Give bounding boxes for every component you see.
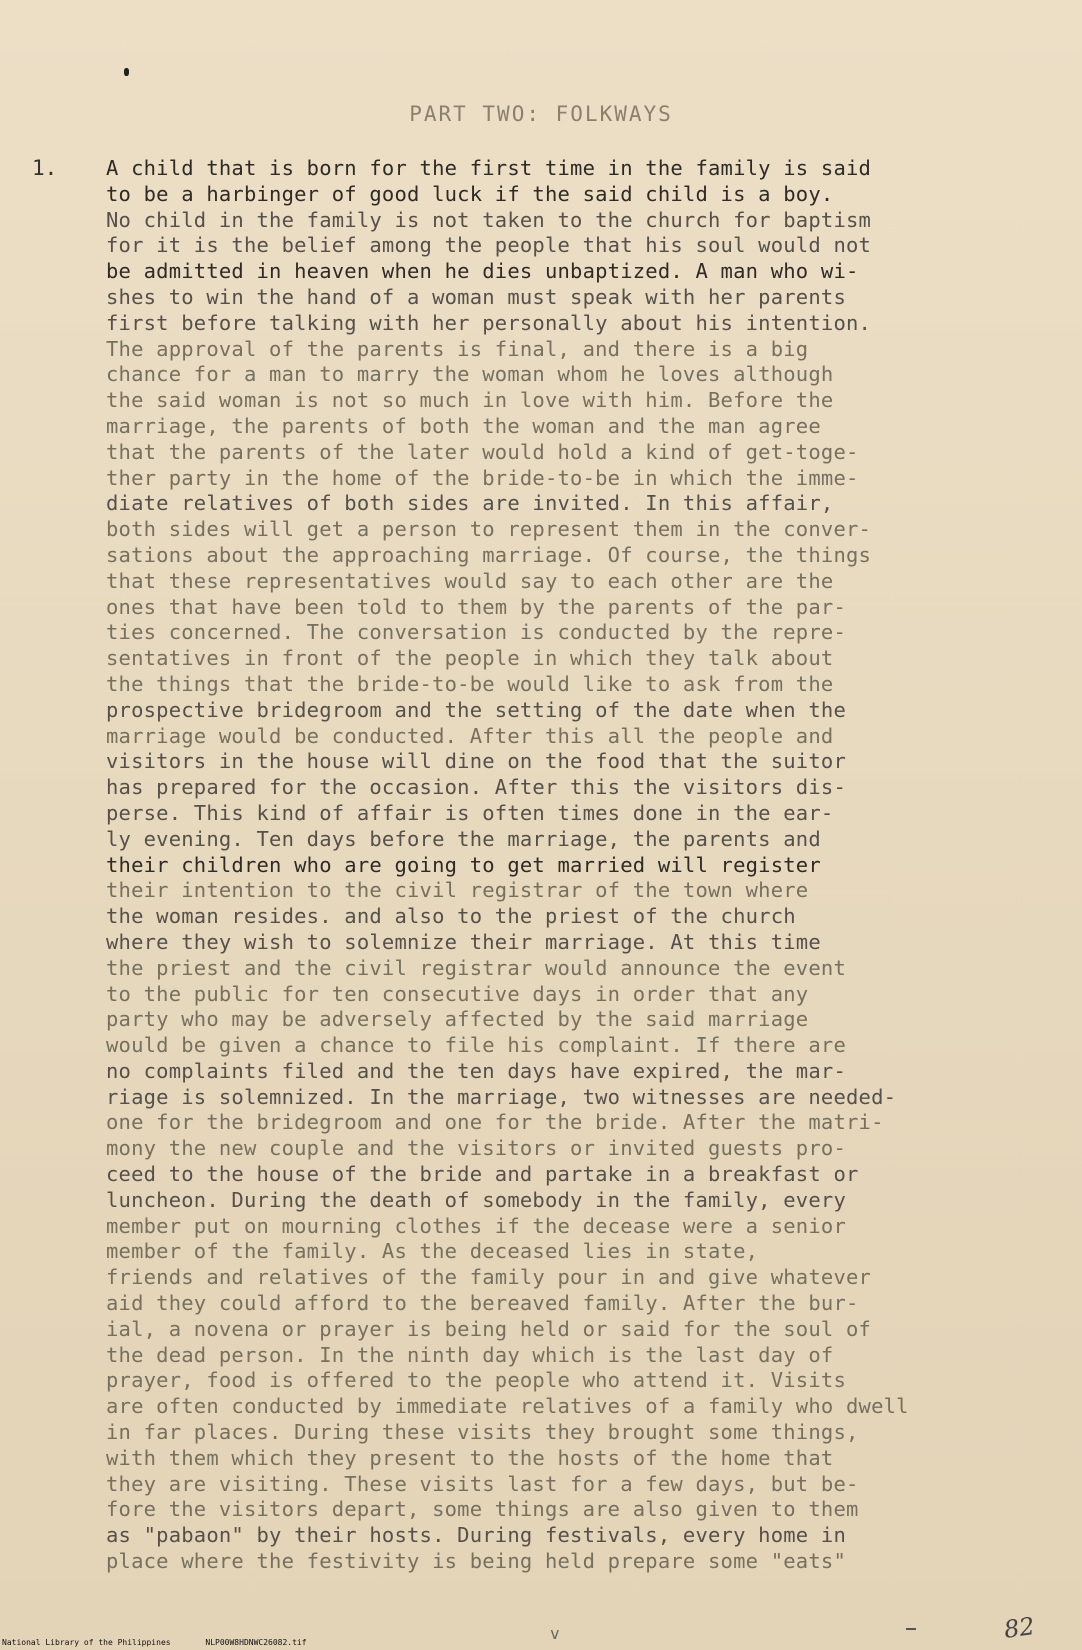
text-line: A child that is born for the first time in the family is said bbox=[106, 156, 872, 180]
text-line: the dead person. In the ninth day which is the last day of bbox=[106, 1342, 834, 1367]
text-line: no complaints filed and the ten days have expired, the mar- bbox=[106, 1058, 846, 1083]
text-line: as "pabaon" by their hosts. During festivals, every home in bbox=[106, 1523, 846, 1548]
text-line: their intention to the civil registrar of the town where bbox=[106, 878, 809, 903]
text-line: ties concerned. The conversation is conducted by the repre- bbox=[106, 620, 846, 645]
text-line: the things that the bride-to-be would like to ask from the bbox=[106, 671, 834, 696]
text-line: The approval of the parents is final, and there is a big bbox=[106, 336, 809, 361]
item-number: 1. bbox=[32, 156, 58, 180]
footer-file: NLP00W8HDNWC26082.tif bbox=[205, 1638, 307, 1647]
text-line: their children who are going to get married will register bbox=[106, 852, 821, 877]
text-line: ther party in the home of the bride-to-be in which the imme- bbox=[106, 465, 859, 490]
text-line: shes to win the hand of a woman must speak with her parents bbox=[106, 284, 846, 309]
bottom-mark: v bbox=[550, 1624, 560, 1643]
text-line: ial, a novena or prayer is being held or said for the soul of bbox=[106, 1316, 872, 1341]
text-line: party who may be adversely affected by the said marriage bbox=[106, 1007, 809, 1032]
text-line: marriage, the parents of both the woman and the man agree bbox=[106, 413, 821, 438]
page-heading: PART TWO: FOLKWAYS bbox=[409, 102, 673, 126]
text-line: to be a harbinger of good luck if the said child is a boy. bbox=[106, 181, 834, 206]
text-line: member put on mourning clothes if the decease were a senior bbox=[106, 1213, 846, 1238]
text-line: perse. This kind of affair is often times done in the ear- bbox=[106, 800, 834, 825]
text-line: they are visiting. These visits last for a few days, but be- bbox=[106, 1471, 859, 1496]
text-line: prospective bridegroom and the setting of the date when the bbox=[106, 697, 846, 722]
text-line: the said woman is not so much in love with him. Before the bbox=[106, 388, 834, 413]
text-line: are often conducted by immediate relatives of a family who dwell bbox=[106, 1394, 909, 1419]
dash-mark bbox=[906, 1628, 916, 1630]
scan-footer bbox=[2, 1638, 337, 1647]
text-line: first before talking with her personally about his intention. bbox=[106, 310, 872, 335]
text-line: to the public for ten consecutive days in order that any bbox=[106, 981, 809, 1006]
text-line: where they wish to solemnize their marriage. At this time bbox=[106, 929, 821, 954]
text-line: friends and relatives of the family pour in and give whatever bbox=[106, 1265, 872, 1290]
text-line: luncheon. During the death of somebody in the family, every bbox=[106, 1187, 846, 1212]
text-line: in far places. During these visits they brought some things, bbox=[106, 1420, 859, 1445]
text-line: place where the festivity is being held prepare some "eats" bbox=[106, 1549, 846, 1574]
text-line: member of the family. As the deceased lies in state, bbox=[106, 1239, 759, 1264]
text-line: prayer, food is offered to the people who attend it. Visits bbox=[106, 1368, 846, 1393]
text-line: has prepared for the occasion. After this the visitors dis- bbox=[106, 775, 846, 800]
text-line: chance for a man to marry the woman whom he loves although bbox=[106, 362, 834, 387]
text-line: ly evening. Ten days before the marriage, the parents and bbox=[106, 826, 821, 851]
text-line: fore the visitors depart, some things are also given to them bbox=[106, 1497, 859, 1522]
body-text bbox=[106, 156, 1066, 1575]
text-line: riage is solemnized. In the marriage, two witnesses are needed- bbox=[106, 1084, 897, 1109]
text-line: one for the bridegroom and one for the bride. After the matri- bbox=[106, 1110, 884, 1135]
text-line: ceed to the house of the bride and partake in a breakfast or bbox=[106, 1162, 859, 1187]
text-line: mony the new couple and the visitors or invited guests pro- bbox=[106, 1136, 846, 1161]
text-line: for it is the belief among the people that his soul would not bbox=[106, 233, 872, 258]
ink-mark bbox=[124, 68, 129, 76]
text-line: aid they could afford to the bereaved family. After the bur- bbox=[106, 1291, 859, 1316]
text-line: sations about the approaching marriage. Of course, the things bbox=[106, 542, 872, 567]
text-line: the woman resides. and also to the priest of the church bbox=[106, 904, 796, 929]
text-line: marriage would be conducted. After this all the people and bbox=[106, 723, 834, 748]
text-line: would be given a chance to file his complaint. If there are bbox=[106, 1033, 846, 1058]
text-line: that the parents of the later would hold a kind of get-toge- bbox=[106, 439, 859, 464]
text-line: the priest and the civil registrar would announce the event bbox=[106, 955, 846, 980]
text-line: with them which they present to the hosts of the home that bbox=[106, 1445, 834, 1470]
text-line: diate relatives of both sides are invited. In this affair, bbox=[106, 491, 834, 516]
text-line: sentatives in front of the people in which they talk about bbox=[106, 646, 834, 671]
text-line: visitors in the house will dine on the food that the suitor bbox=[106, 749, 846, 774]
footer-library: National Library of the Philippines bbox=[2, 1638, 171, 1647]
text-line: that these representatives would say to each other are the bbox=[106, 568, 834, 593]
text-line: be admitted in heaven when he dies unbaptized. A man who wi- bbox=[106, 259, 859, 284]
page-number: 82 bbox=[1002, 1612, 1037, 1644]
text-line: ones that have been told to them by the parents of the par- bbox=[106, 594, 846, 619]
text-line: No child in the family is not taken to the church for baptism bbox=[106, 207, 872, 232]
text-line: both sides will get a person to represent them in the conver- bbox=[106, 517, 872, 542]
